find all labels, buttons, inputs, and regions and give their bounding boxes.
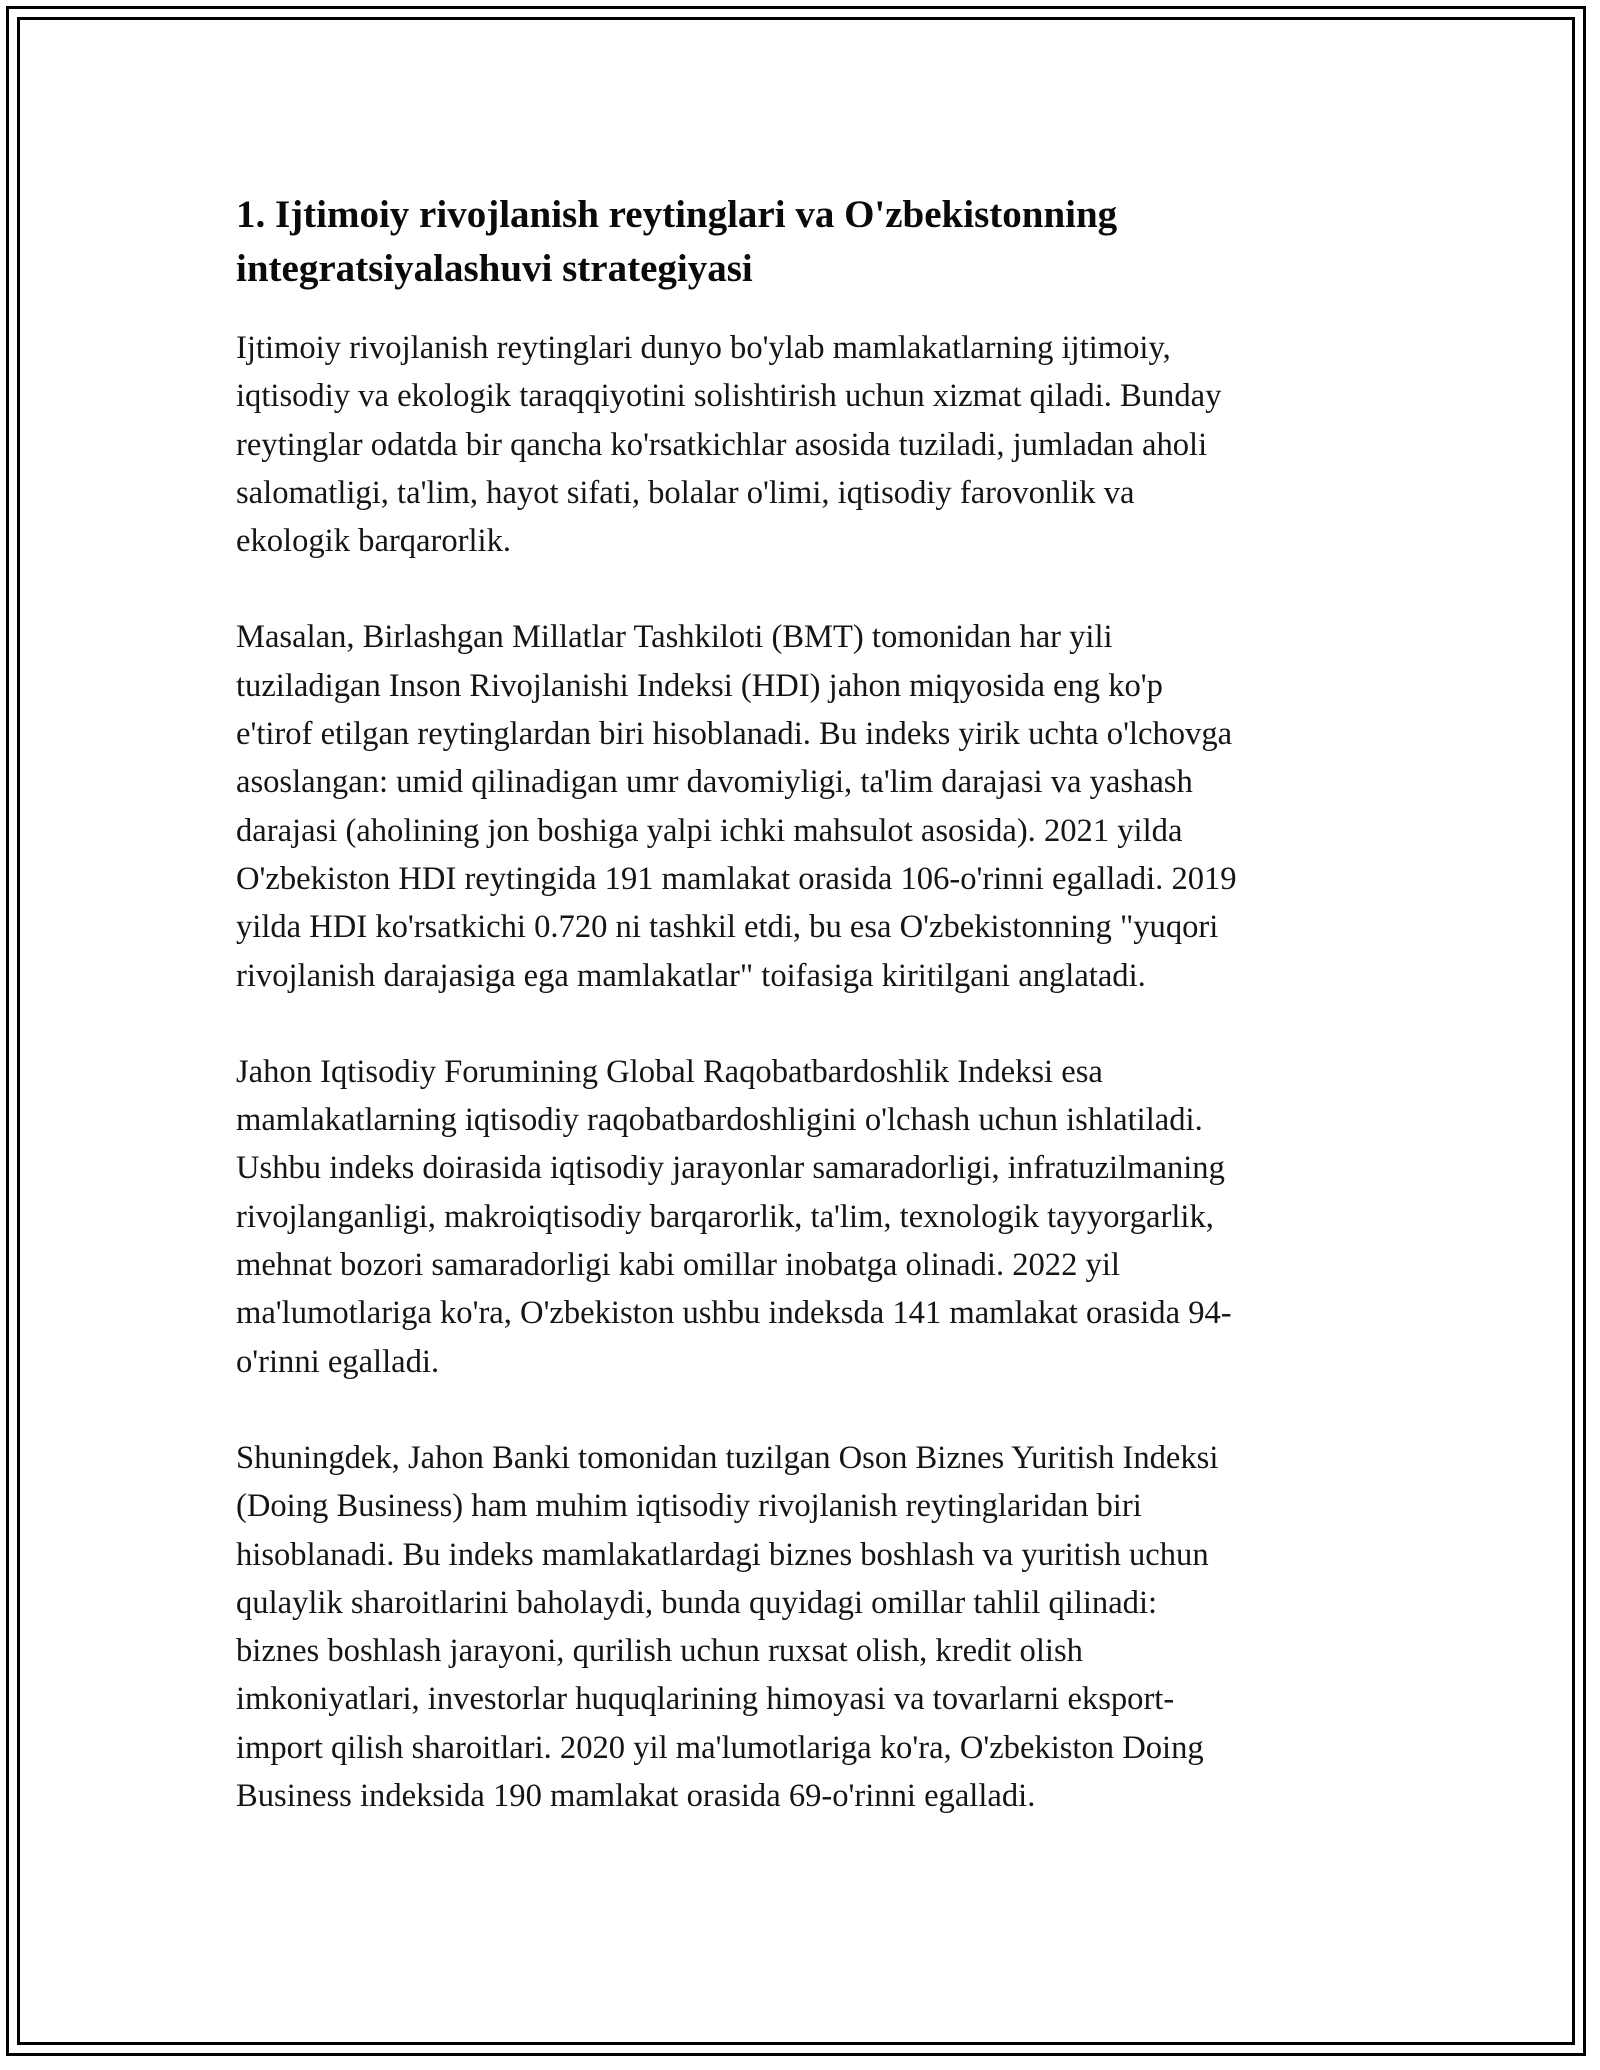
paragraph-competitiveness: Jahon Iqtisodiy Forumining Global Raqobatbardoshlik Indeksi esa mamlakatlarning iqtisodiy raqobatbardoshligini o'lchash uchun ishlatiladi. Ushbu indeks doirasida iqtisodiy jarayonlar samaradorligi, infratuzilmaning rivojlanganligi, makroiqtisodiy barqarorlik, ta'lim, texnologik tayyorgarlik, mehnat bozori samaradorligi kabi omillar inobatga olinadi. 2022 yil ma'lumotlariga ko'ra, O'zbekiston ushbu indeksda 141 mamlakat orasida 94- o'rinni egalladi. xyxy=(236,1053,1232,1380)
paragraph-hdi: Masalan, Birlashgan Millatlar Tashkiloti (BMT) tomonidan har yili tuziladigan Inson Rivojlanishi Indeksi (HDI) jahon miqyosida eng ko'p e'tirof etilgan reytinglardan biri hisoblanadi. Bu indeks yirik uchta o'lchovga asoslangan: umid qilinadigan umr davomiyligi, ta'lim darajasi va yashash darajasi (aholining jon boshiga yalpi ichki mahsulot asosida). 2021 yilda O'zbekiston HDI reytingida 191 mamlakat orasida 106-o'rinni egalladi. 2019 yilda HDI ko'rsatkichi 0.720 ni tashkil etdi, bu esa O'zbekistonning "yuqori rivojlanish darajasiga ega mamlakatlar" toifasiga kiritilgani anglatadi. xyxy=(236,619,1237,994)
paragraph-intro: Ijtimoiy rivojlanish reytinglari dunyo bo'ylab mamlakatlarning ijtimoiy, iqtisodiy va ekologik taraqqiyotini solishtirish uchun xizmat qiladi. Bunday reytinglar odatda bir qancha ko'rsatkichlar asosida tuziladi, jumladan aholi salomatligi, ta'lim, hayot sifati, bolalar o'limi, iqtisodiy farovonlik va ekologik barqarorlik. xyxy=(236,330,1222,560)
document-body xyxy=(236,188,1366,1868)
section-heading: 1. Ijtimoiy rivojlanish reytinglari va O'zbekistonning integratsiyalashuvi strategiyasi xyxy=(236,193,1118,290)
paragraph-doing-business: Shuningdek, Jahon Banki tomonidan tuzilgan Oson Biznes Yuritish Indeksi (Doing Business) ham muhim iqtisodiy rivojlanish reytinglaridan biri hisoblanadi. Bu indeks mamlakatlardagi biznes boshlash va yuritish uchun qulaylik sharoitlarini baholaydi, bunda quyidagi omillar tahlil qilinadi: biznes boshlash jarayoni, qurilish uchun ruxsat olish, kredit olish imkoniyatlari, investorlar huquqlarining himoyasi va tovarlarni eksport- import qilish sharoitlari. 2020 yil ma'lumotlariga ko'ra, O'zbekiston Doing Business indeksida 190 mamlakat orasida 69-o'rinni egalladi. xyxy=(236,1439,1219,1815)
